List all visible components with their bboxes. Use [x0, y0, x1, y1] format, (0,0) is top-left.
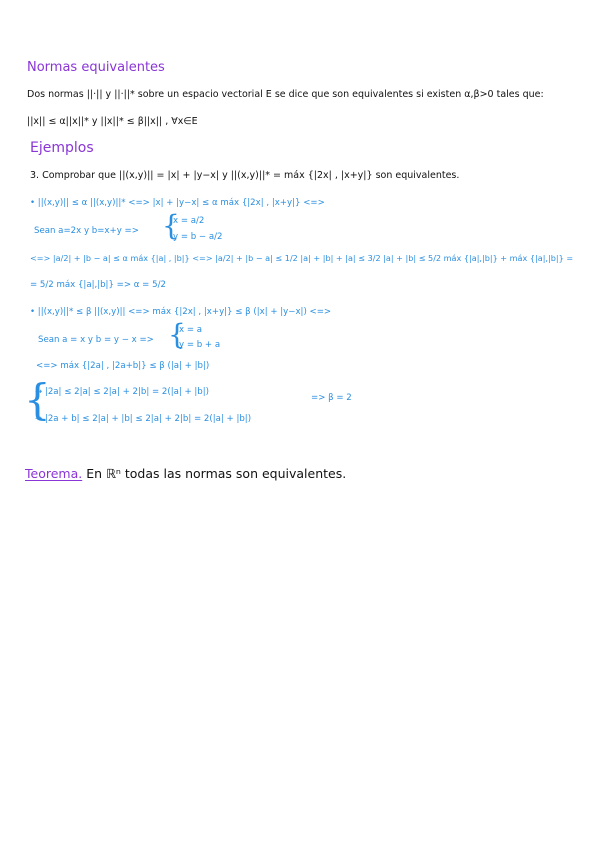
- cases-brace: {: [24, 375, 51, 424]
- part-b-line1: • ||(x,y)||* ≤ β ||(x,y)|| <=> máx {|2x| , |x+y|} ≤ β (|x| + |y−x|) <=>: [30, 307, 332, 317]
- part-b-system-x: x = a: [179, 325, 203, 335]
- section-title-ejemplos: Ejemplos: [30, 140, 94, 156]
- part-a-system-y: y = b − a/2: [173, 232, 223, 242]
- theorem-label: Teorema.: [25, 466, 83, 481]
- section-title-normas: Normas equivalentes: [27, 60, 165, 75]
- part-b-result: => β = 2: [311, 393, 352, 403]
- problem-statement: 3. Comprobar que ||(x,y)|| = |x| + |y−x| y ||(x,y)||* = máx {|2x| , |x+y|} son equivalentes.: [30, 170, 460, 181]
- system-brace-a: {: [162, 209, 180, 242]
- part-b-system-y: y = b + a: [179, 340, 221, 350]
- part-a-system-x: x = a/2: [173, 216, 205, 226]
- part-b-case2: → |2a + b| ≤ 2|a| + |b| ≤ 2|a| + 2|b| = 2(|a| + |b|): [35, 414, 252, 424]
- theorem-text: En ℝⁿ todas las normas son equivalentes.: [86, 466, 347, 481]
- part-b-max: <=> máx {|2a| , |2a+b|} ≤ β (|a| + |b|): [36, 361, 210, 371]
- definition-inequalities: ||x|| ≤ α||x||* y ||x||* ≤ β||x|| , ∀x∈E: [27, 116, 198, 127]
- part-a-line1: • ||(x,y)|| ≤ α ||(x,y)||* <=> |x| + |y−x| ≤ α máx {|2x| , |x+y|} <=>: [30, 198, 325, 208]
- part-a-chain: <=> |a/2| + |b − a| ≤ α máx {|a| , |b|} <=> |a/2| + |b − a| ≤ 1/2 |a| + |b| + |a| ≤ 3/2 |a| + |b| ≤ 5/2 máx {|a|,|b|} + máx {|a|,|b|} =: [30, 253, 574, 263]
- part-a-conclusion: = 5/2 máx {|a|,|b|} => α = 5/2: [30, 280, 166, 290]
- definition-line: Dos normas ||·|| y ||·||* sobre un espacio vectorial E se dice que son equivalentes si existen α,β>0 tales que:: [27, 89, 544, 100]
- part-b-substitution: Sean a = x y b = y − x =>: [38, 335, 154, 345]
- part-a-substitution: Sean a=2x y b=x+y =>: [34, 226, 139, 236]
- part-b-case1: → |2a| ≤ 2|a| ≤ 2|a| + 2|b| = 2(|a| + |b|): [35, 387, 210, 397]
- theorem-line: [25, 466, 346, 481]
- system-brace-b: {: [168, 318, 186, 351]
